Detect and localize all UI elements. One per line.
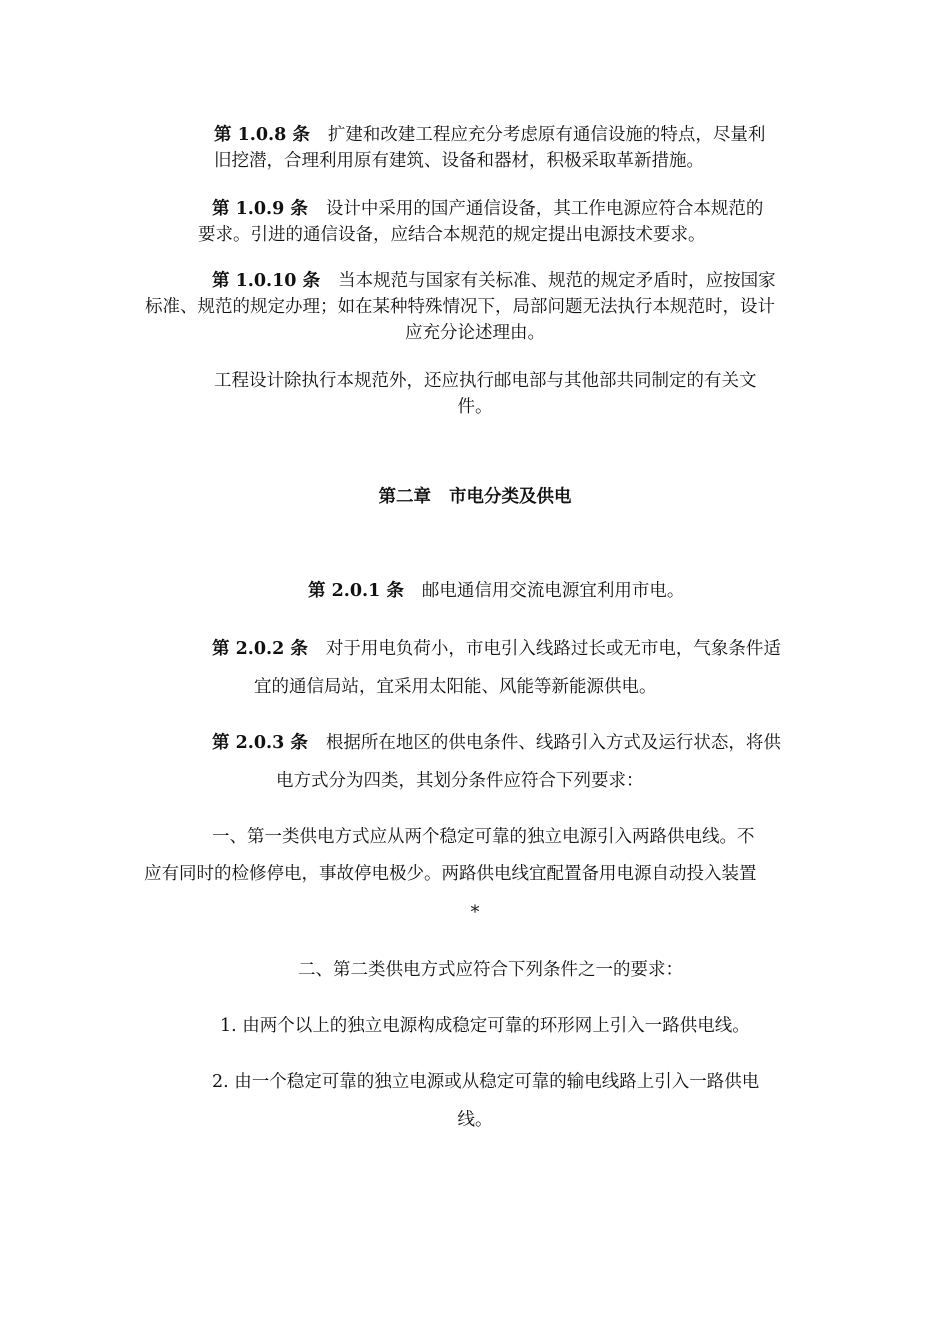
item-1-line-1: 一、第一类供电方式应从两个稳定可靠的独立电源引入两路供电线。不	[212, 827, 755, 847]
item-1-line-3: *	[470, 903, 480, 923]
article-1-0-9-line-1	[212, 198, 763, 220]
article-2-0-3-line-1	[212, 732, 781, 754]
article-label: 第 1.0.9 条	[212, 199, 308, 219]
chapter-name: 市电分类及供电	[449, 487, 572, 507]
article-label: 第 2.0.1 条	[308, 581, 404, 601]
item-2: 二、第二类供电方式应符合下列条件之一的要求：	[298, 960, 683, 980]
article-label: 第 2.0.3 条	[212, 733, 308, 753]
article-text: 当本规范与国家有关标准、规范的规定矛盾时，应按国家	[338, 271, 776, 291]
chapter-label: 第二章	[378, 487, 431, 507]
article-1-0-10-line-3: 应充分论述理由。	[405, 323, 545, 343]
article-text: 对于用电负荷小，市电引入线路过长或无市电，气象条件适	[325, 639, 781, 659]
article-1-0-10-line-2: 标准、规范的规定办理；如在某种特殊情况下，局部问题无法执行本规范时，设计	[145, 297, 775, 317]
article-label: 第 1.0.10 条	[212, 271, 321, 291]
article-text: 扩建和改建工程应充分考虑原有通信设施的特点，尽量利	[327, 125, 766, 145]
note-line-1: 工程设计除执行本规范外，还应执行邮电部与其他部共同制定的有关文	[214, 371, 757, 391]
article-1-0-8-line-1	[214, 124, 765, 146]
sub-item-2-line-1: 2. 由一个稳定可靠的独立电源或从稳定可靠的输电线路上引入一路供电	[212, 1072, 760, 1092]
item-1-line-2: 应有同时的检修停电，事故停电极少。两路供电线宜配置备用电源自动投入装置	[144, 864, 757, 884]
article-text: 邮电通信用交流电源宜利用市电。	[421, 581, 685, 601]
article-label: 第 1.0.8 条	[214, 125, 310, 145]
article-label: 第 2.0.2 条	[212, 639, 308, 659]
sub-item-1: 1. 由两个以上的独立电源构成稳定可靠的环形网上引入一路供电线。	[220, 1016, 750, 1036]
article-text: 设计中采用的国产通信设备，其工作电源应符合本规范的	[325, 199, 764, 219]
article-2-0-3-line-2: 电方式分为四类，其划分条件应符合下列要求：	[276, 771, 644, 791]
article-1-0-10-line-1	[212, 270, 776, 292]
article-2-0-2-line-2: 宜的通信局站，宜采用太阳能、风能等新能源供电。	[254, 677, 657, 697]
article-text: 根据所在地区的供电条件、线路引入方式及运行状态，将供	[325, 733, 781, 753]
chapter-title	[0, 486, 950, 508]
article-2-0-2-line-1	[212, 638, 781, 660]
article-2-0-1	[308, 580, 684, 602]
article-1-0-8-line-2: 旧挖潜，合理利用原有建筑、设备和器材，积极采取革新措施。	[214, 151, 704, 171]
article-1-0-9-line-2: 要求。引进的通信设备，应结合本规范的规定提出电源技术要求。	[198, 225, 706, 245]
sub-item-2-line-2: 线。	[457, 1110, 493, 1130]
note-line-2: 件。	[457, 397, 493, 417]
